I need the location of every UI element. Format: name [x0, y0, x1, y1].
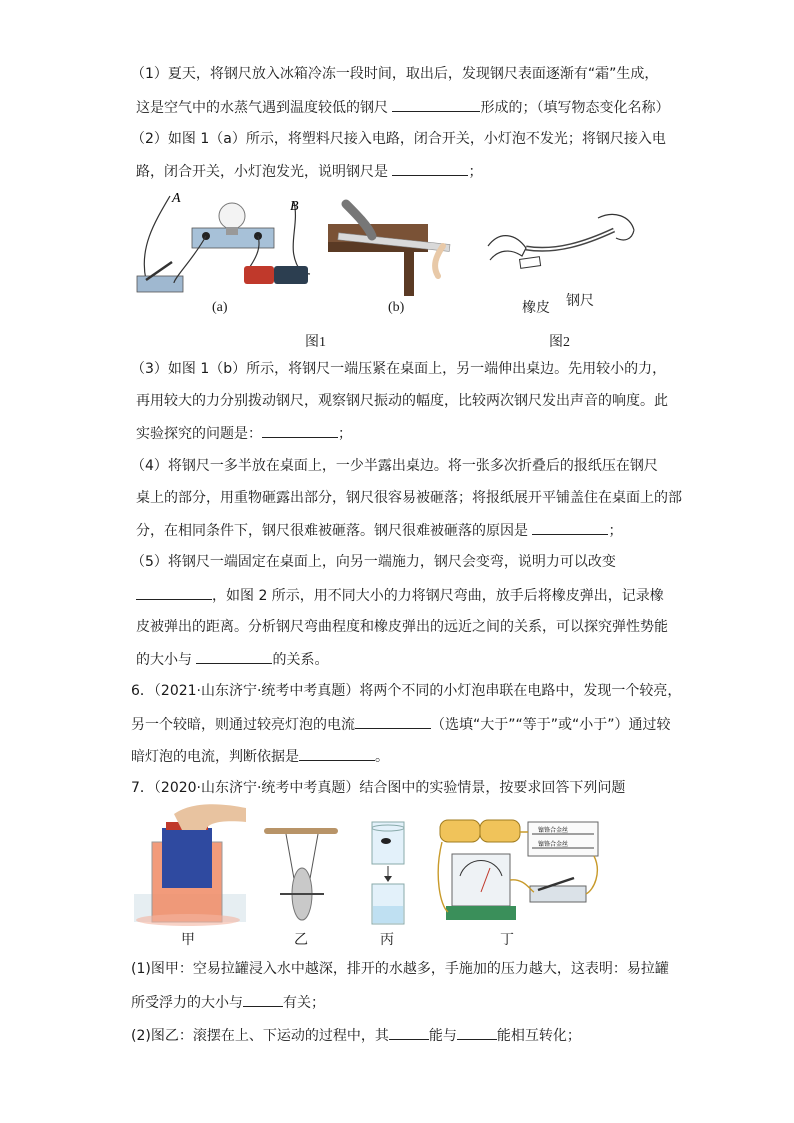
- caption-ding: 丁: [500, 933, 514, 948]
- label-b: B: [290, 199, 299, 214]
- answer-blank[interactable]: [457, 1025, 497, 1040]
- text: 的关系。: [272, 652, 329, 668]
- label-ruler: 钢尺: [566, 293, 594, 309]
- answer-blank[interactable]: [392, 161, 468, 176]
- text: 的大小与: [136, 652, 197, 668]
- answer-blank[interactable]: [389, 1025, 429, 1040]
- q7-line1: 7．（2020·山东济宁·统考中考真题）结合图中的实验情景，按要求回答下列问题: [131, 780, 626, 796]
- caption-bing: 丙: [380, 933, 394, 948]
- q5-p2-line2: [136, 161, 482, 182]
- answer-blank[interactable]: [355, 714, 431, 729]
- caption-1b: (b): [388, 300, 405, 315]
- caption-yi: 乙: [294, 933, 308, 948]
- text: 路，闭合开关，小灯泡发光，说明钢尺是: [136, 164, 393, 180]
- text: 所受浮力的大小与: [131, 995, 243, 1011]
- q5-p1-line1: （1）夏天，将钢尺放入冰箱冷冻一段时间，取出后，发现钢尺表面逐渐有“霜”生成，: [131, 66, 659, 82]
- wire-label-2: 镍铬合金丝: [538, 841, 569, 848]
- text: ，如图 2 所示，用不同大小的力将钢尺弯曲，放手后将橡皮弹出，记录橡: [212, 588, 664, 604]
- figure-yi-maxwell-wheel: [262, 828, 340, 924]
- answer-blank[interactable]: [196, 649, 272, 664]
- text: 这是空气中的水蒸气遇到温度较低的钢尺: [136, 100, 393, 116]
- answer-blank[interactable]: [299, 746, 375, 761]
- q5-p3-line3: [136, 423, 352, 444]
- figure-1a-circuit: [134, 188, 334, 303]
- figure-2-title: 图2: [549, 335, 570, 350]
- q7-s1-line2: [131, 992, 325, 1013]
- text: ；: [338, 426, 352, 442]
- text: （选填“大于”“等于”或“小于”）通过较: [431, 717, 671, 733]
- figure-ding-circuit: [434, 814, 604, 924]
- text: 能相互转化；: [496, 1028, 581, 1044]
- q6-line2: [131, 714, 671, 735]
- answer-blank[interactable]: [262, 423, 338, 438]
- text: 实验探究的问题是：: [136, 426, 262, 442]
- q6-line1: 6．（2021·山东济宁·统考中考真题）将两个不同的小灯泡串联在电路中，发现一个较亮，: [131, 683, 682, 699]
- q5-p2-line1: （2）如图 1（a）所示，将塑料尺接入电路，闭合开关，小灯泡不发光；将钢尺接入电: [131, 131, 666, 147]
- q5-p5-line2: [136, 585, 664, 606]
- answer-blank[interactable]: [136, 585, 212, 600]
- q6-line3: [131, 746, 389, 767]
- text: 形成的；（填写物态变化名称）: [480, 100, 670, 116]
- text: (2)图乙：滚摆在上、下运动的过程中，其: [131, 1028, 389, 1044]
- text: 。: [375, 749, 389, 765]
- text: 能与: [428, 1028, 457, 1044]
- q7-s1-line1: (1)图甲：空易拉罐浸入水中越深，排开的水越多，手施加的压力越大，这表明：易拉罐: [131, 961, 669, 977]
- text: ；: [608, 523, 623, 539]
- caption-1a: (a): [212, 300, 228, 315]
- q5-p5-line3: 皮被弹出的距离。分析钢尺弯曲程度和橡皮弹出的远近之间的关系，可以探究弹性势能: [136, 619, 668, 635]
- q5-p1-line2: [136, 97, 669, 118]
- text: 分，在相同条件下，钢尺很难被砸落。钢尺很难被砸落的原因是: [136, 523, 533, 539]
- q5-p3-line2: 再用较大的力分别拨动钢尺，观察钢尺振动的幅度，比较两次钢尺发出声音的响度。此: [136, 393, 668, 409]
- label-a: A: [172, 191, 181, 206]
- text: 暗灯泡的电流，判断依据是: [131, 749, 299, 765]
- wire-label-1: 镍铬合金丝: [538, 827, 569, 834]
- q5-p4-line1: （4）将钢尺一多半放在桌面上，一少半露出桌边。将一张多次折叠后的报纸压在钢尺: [131, 458, 658, 474]
- figure-1b-ruler-table: [328, 196, 458, 296]
- answer-blank[interactable]: [243, 992, 283, 1007]
- figure-2-bent-ruler: [486, 208, 636, 288]
- q5-p3-line1: （3）如图 1（b）所示，将钢尺一端压紧在桌面上，另一端伸出桌边。先用较小的力，: [131, 361, 667, 377]
- figure-bing-beakers: [366, 820, 412, 926]
- q5-p4-line2: 桌上的部分，用重物砸露出部分，钢尺很容易被砸落；将报纸展开平铺盖住在桌面上的部: [136, 490, 682, 506]
- q5-p4-line3: [136, 520, 622, 541]
- q5-p5-line1: （5）将钢尺一端固定在桌面上，向另一端施力，钢尺会变弯，说明力可以改变: [131, 554, 616, 570]
- text: 另一个较暗，则通过较亮灯泡的电流: [131, 717, 355, 733]
- text: 有关；: [283, 995, 325, 1011]
- text: ；: [468, 164, 483, 180]
- label-eraser: 橡皮: [522, 300, 550, 316]
- figure-jia-can-in-water: [134, 804, 246, 926]
- q5-p5-line4: [136, 649, 328, 670]
- answer-blank[interactable]: [532, 520, 608, 535]
- q7-s2-line: [131, 1025, 581, 1046]
- figure-1-title: 图1: [305, 335, 326, 350]
- caption-jia: 甲: [181, 933, 195, 948]
- answer-blank[interactable]: [392, 97, 480, 112]
